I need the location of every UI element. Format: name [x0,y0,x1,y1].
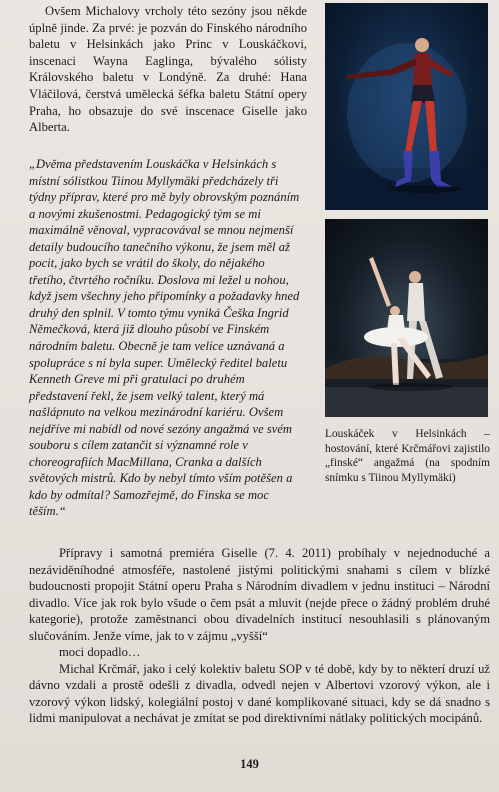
body-paragraph-1-end: moci dopadlo… [59,645,141,660]
pas-de-deux-photo [325,219,488,417]
body-paragraph-2: Michal Krčmář, jako i celý kolektiv baletu SOP v té době, kdy by to některí druzí už dávno vzdali a prostě odešli z divadla, odvedl nejen v Albertovi vzorový výkon, ale i vzorový výkon lidský, kolegiální postoj v dané komplikované situaci, kdy se dá snadno s lidmi manipulovat a nechávat je zmítat se pod direktivními nátlaky politických mocipánů. [29,661,490,726]
body-paragraph-1: Přípravy i samotná premiéra Giselle (7. 4. 2011) probíhaly v nejednoduché a nezáviděníhodné atmosféře, nastolené jistými politickými snahami s cílem v blízké budoucnosti propojit Státní operu Praha s Národním divadlem v jednu instituci – Národní divadlo. Více jak rok bylo všude o čem psát a mluvit (nejde přece o žádný problém druhé kategorie), protože zaměstnanci obou divadelních institucí nesouhlasili s plánovaným slučováním. Jenže víme, jak to v zájmu „vyšší“ [29,546,490,643]
photo-caption: Louskáček v Helsinkách – hostování, které Krčmářovi zajistilo „finské“ angažmá (na spodním snímku s Tiinou Myllymäki) [325,428,490,485]
page-number: 149 [240,757,259,771]
body-text [29,545,490,727]
quote-paragraph: „Dvěma představením Louskáčka v Helsinkách s místní sólistkou Tiinou Myllymäki předcházely tři týdny příprav, které pro mě byly obrovským poznáním a novými zkušenostmi. Pedagogický tým se mi maximálně věnoval, vypracovával se mnou nejmenší detaily budoucího tanečního výkonu, že jsem měl až pocit, jako bych se vrátil do školy, do nějakého třetího, čtvrtého ročníku. Doslova mi ležel u nohou, když jsem všechny jeho připomínky a požadavky hned druhý den splnil. V tomto týmu vyniká Češka Ingrid Němečková, která již dlouho působí ve Finském národním baletu. Obecně je tam velice uznávaná a spolupráce s ní byla super. Umělecký ředitel baletu Kenneth Greve mi při gratulaci po druhém představení řekl, že jsem velký talent, který má našlápnuto na velkou mezinárodní kariéru. Ovšem nejdříve mi nabídl od nové sezóny angažmá ve svém souboru s cílem zatančit si významné role v choreografiích MacMillana, Cranka a dalších světových mistrů. Kdo by nebyl tímto vším potěšen a kdo by odmítal? Samozřejmě, do Finska se moc těším.“ [29,157,300,519]
dancer-solo-photo [325,3,488,210]
intro-paragraph: Ovšem Michalovy vrcholy této sezóny jsou někde úplně jinde. Za prvé: je pozván do Finského národního baletu v Helsinkách jako Princ v Louskáčkovi, inscenaci Wayna Eaglinga, bývalého sólisty Královského baletu v Londýně. Za druhé: Hana Vláčilová, čerstvá umělecká šéfka baletu Státní opery Praha, ho obsazuje do své inscenace Giselle jako Alberta. [29,4,307,135]
